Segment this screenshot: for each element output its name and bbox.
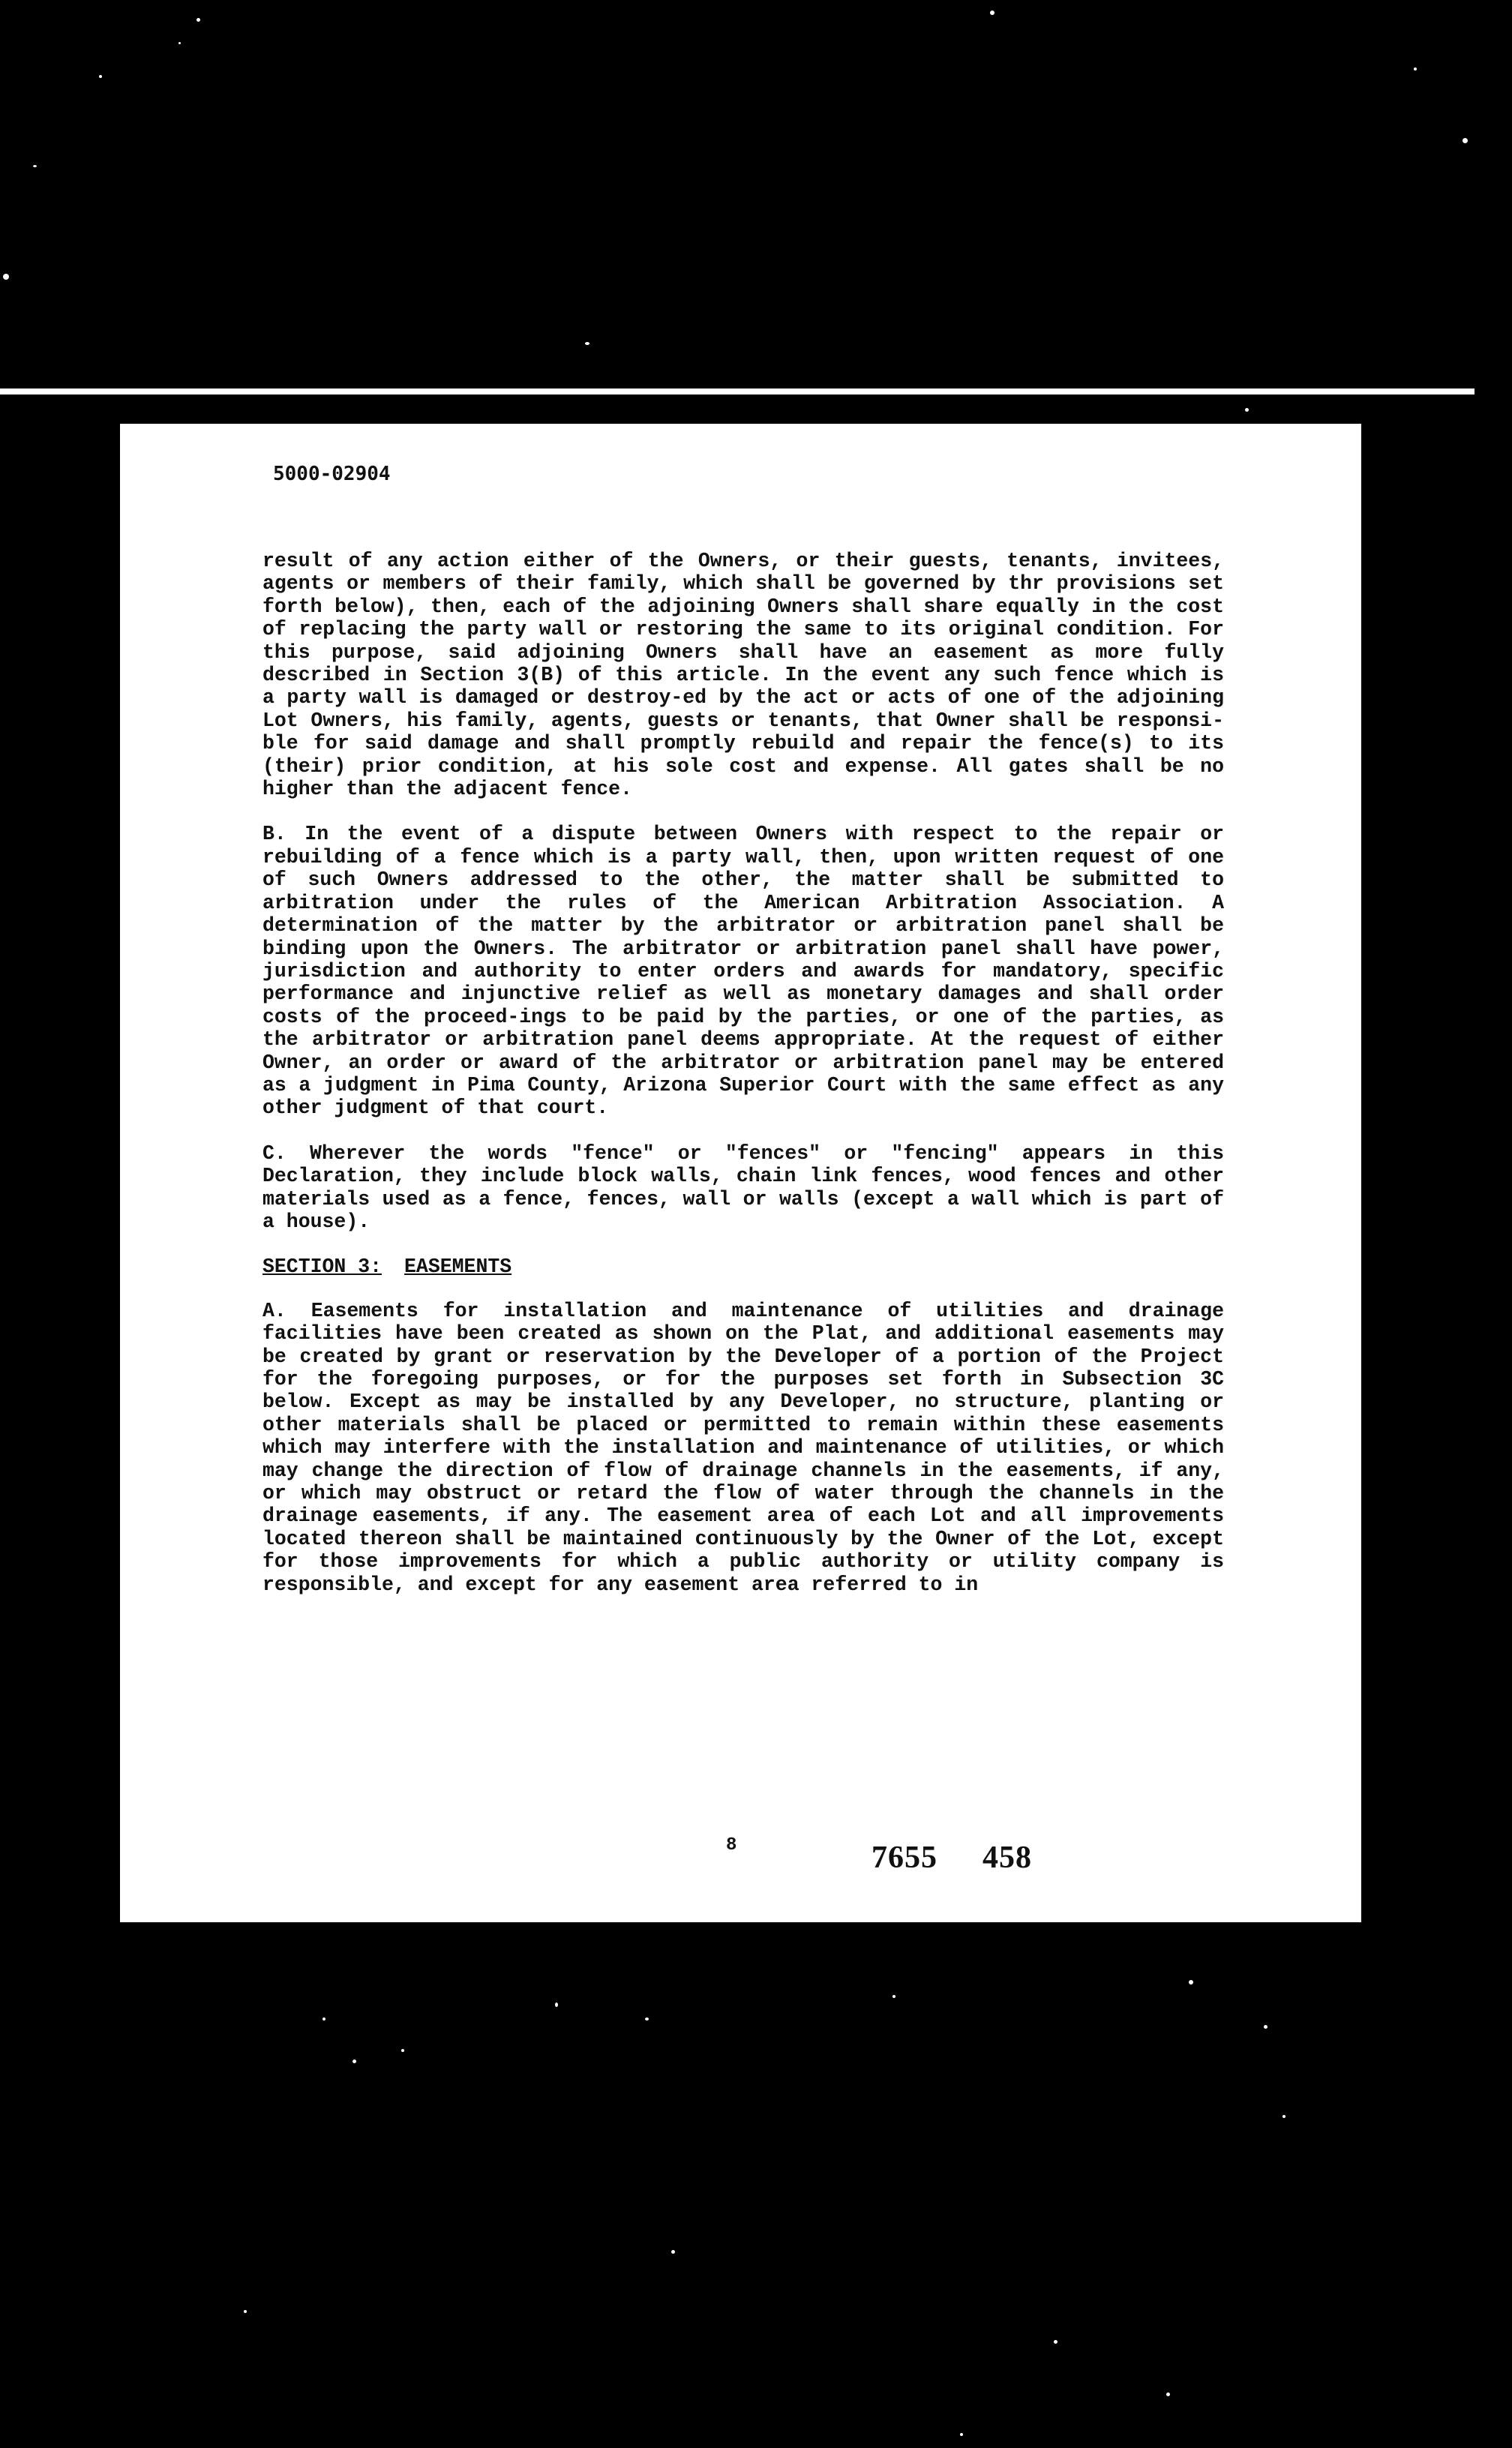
- scan-speck: [585, 342, 590, 345]
- scan-speck: [352, 2060, 356, 2063]
- scan-speck: [33, 165, 37, 167]
- document-id: 5000-02904: [273, 463, 391, 485]
- paragraph-b-arbitration: B. In the event of a dispute between Owners with respect to the repair or rebuilding of a fence which is a party wall, then, upon written request of one of such Owners addressed to the other, the matter shall be submitted to arbitration under the rules of the American Arbitration Association. A determination of the matter by the arbitrator or arbitration panel shall be binding upon the Owners. The arbitrator or arbitration panel shall have power, jurisdiction and authority to enter orders and awards for mandatory, specific performance and injunctive relief as well as monetary damages and shall order costs of the proceed-ings to be paid by the parties, or one of the parties, as the arbitrator or arbitration panel deems appropriate. At the request of either Owner, an order or award of the arbitrator or arbitration panel may be entered as a judgment in Pima County, Arizona Superior Court with the same effect as any other judgment of that court.: [262, 823, 1224, 1120]
- document-body: [262, 550, 1224, 1618]
- page-number: 8: [726, 1835, 737, 1856]
- scan-speck: [3, 274, 9, 280]
- scan-speck: [990, 10, 994, 15]
- paragraph-a-easements: A. Easements for installation and maintenance of utilities and drainage facilities have been created as shown on the Plat, and additional easements may be created by grant or reservation by the Developer of a portion of the Project for the foregoing purposes, or for the purposes set forth in Subsection 3C below. Except as may be installed by any Developer, no structure, planting or other materials shall be placed or permitted to remain within these easements which may interfere with the installation and maintenance of utilities, or which may change the direction of flow of drainage channels in the easements, if any, or which may obstruct or retard the flow of water through the channels in the drainage easements, if any. The easement area of each Lot and all improvements located thereon shall be maintained continuously by the Owner of the Lot, except for those improvements for which a public authority or utility company is responsible, and except for any easement area referred to in: [262, 1299, 1224, 1596]
- scan-speck: [892, 1995, 896, 1998]
- section-number: SECTION 3:: [262, 1256, 382, 1279]
- scan-speck: [401, 2049, 404, 2052]
- paragraph-party-wall-continued: result of any action either of the Owners, or their guests, tenants, invitees, agents or members of their family, which shall be governed by thr provisions set forth below), then, each of the adjoining Owners shall share equally in the cost of replacing the party wall or restoring the same to its original condition. For this purpose, said adjoining Owners shall have an easement as more fully described in Section 3(B) of this article. In the event any such fence which is a party wall is damaged or destroy-ed by the act or acts of one of the adjoining Lot Owners, his family, agents, guests or tenants, that Owner shall be responsi-ble for said damage and shall promptly rebuild and repair the fence(s) to its (their) prior condition, at his sole cost and expense. All gates shall be no higher than the adjacent fence.: [262, 550, 1224, 801]
- scan-speck: [196, 18, 200, 22]
- scan-speck: [671, 2250, 675, 2254]
- recording-docket-number: 7655: [872, 1840, 938, 1875]
- scan-speck: [1282, 2115, 1286, 2118]
- scan-speck: [322, 2018, 326, 2020]
- scan-speck: [99, 75, 102, 78]
- section-heading: [262, 1256, 1224, 1278]
- scan-speck: [1264, 2025, 1268, 2029]
- scan-speck: [1462, 138, 1468, 143]
- scan-speck: [1245, 408, 1249, 412]
- recording-page-number: 458: [982, 1840, 1032, 1875]
- section-title: EASEMENTS: [404, 1256, 512, 1279]
- scan-speck: [1414, 68, 1417, 70]
- scanner-edge-band: [0, 388, 1474, 394]
- scan-speck: [244, 2310, 247, 2313]
- document-page: [120, 424, 1361, 1922]
- scan-speck: [1054, 2340, 1058, 2344]
- scan-speck: [645, 2018, 649, 2020]
- recording-stamp: [872, 1840, 1032, 1876]
- scan-speck: [1189, 1980, 1193, 1984]
- scan-speck: [1166, 2392, 1170, 2396]
- scan-speck: [178, 42, 181, 44]
- scan-speck: [555, 2002, 558, 2007]
- paragraph-c-fence-definition: C. Wherever the words "fence" or "fences" or "fencing" appears in this Declaration, they include block walls, chain link fences, wood fences and other materials used as a fence, fences, wall or walls (except a wall which is part of a house).: [262, 1142, 1224, 1233]
- scan-speck: [960, 2433, 963, 2436]
